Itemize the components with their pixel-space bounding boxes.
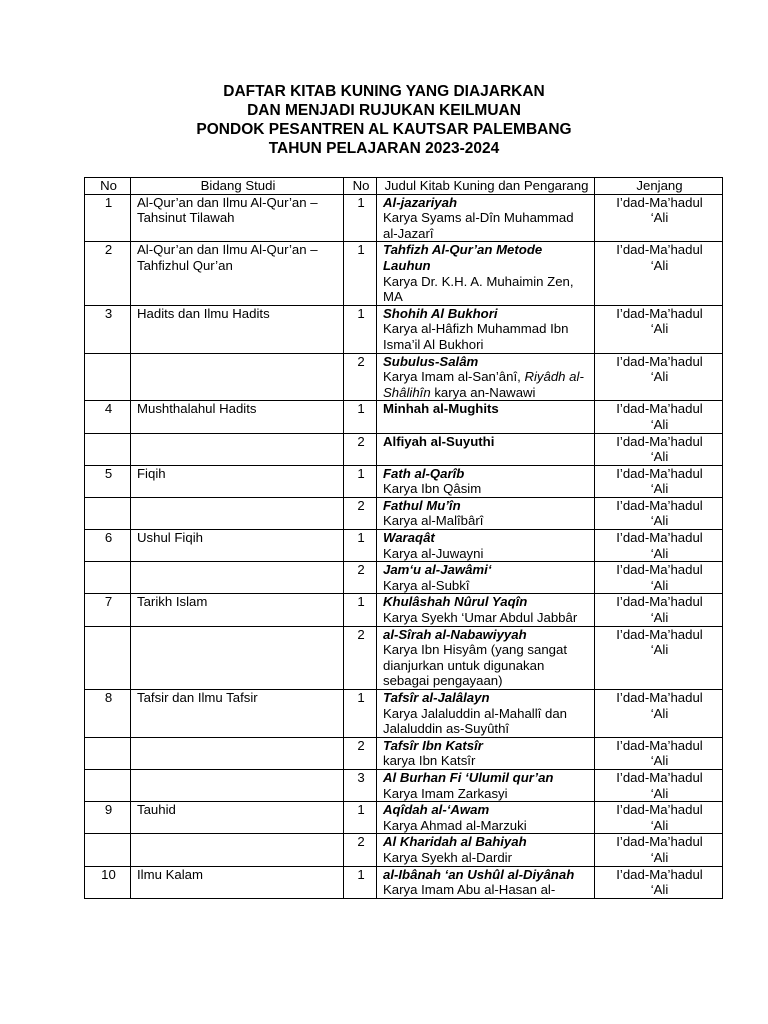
row-number: [85, 433, 131, 465]
table-row: [85, 401, 723, 433]
jenjang-line: ‘Ali: [650, 577, 669, 593]
bidang-studi-cell: [131, 433, 344, 465]
judul-kitab-cell: [377, 242, 595, 305]
jenjang-cell: [595, 562, 723, 594]
bidang-studi-cell: Fiqih: [131, 465, 344, 497]
kitab-author: Karya Ahmad al-Marzuki: [383, 817, 527, 833]
jenjang-line: ‘Ali: [650, 210, 669, 226]
table-row: [85, 242, 723, 305]
kitab-author: Karya Syekh al-Dardir: [383, 849, 512, 865]
jenjang-cell: [595, 769, 723, 801]
table-row: [85, 497, 723, 529]
jenjang-cell: [595, 834, 723, 866]
judul-kitab-cell: [377, 690, 595, 738]
kitab-title: al-Ibânah ‘an Ushûl al-Diyânah: [383, 866, 575, 882]
title-line-1: DAFTAR KITAB KUNING YANG DIAJARKAN: [223, 83, 545, 100]
kitab-number: 1: [344, 305, 377, 353]
row-number: 10: [85, 866, 131, 898]
jenjang-line: I’dad-Ma’hadul: [616, 769, 703, 785]
jenjang-line: ‘Ali: [650, 610, 669, 626]
jenjang-line: I’dad-Ma’hadul: [616, 194, 703, 210]
row-number: 1: [85, 194, 131, 242]
jenjang-cell: [595, 305, 723, 353]
judul-kitab-cell: [377, 626, 595, 689]
bidang-studi-cell: Tafsir dan Ilmu Tafsir: [131, 690, 344, 738]
bidang-studi-cell: Tauhid: [131, 802, 344, 834]
jenjang-line: ‘Ali: [650, 449, 669, 465]
table-row: [85, 866, 723, 898]
bidang-studi-cell: [131, 562, 344, 594]
bidang-studi-cell: Al-Qur’an dan Ilmu Al-Qur’an – Tahsinut Tilawah: [131, 194, 344, 242]
bidang-studi-cell: [131, 353, 344, 401]
jenjang-line: I’dad-Ma’hadul: [616, 401, 703, 417]
jenjang-line: I’dad-Ma’hadul: [616, 305, 703, 321]
jenjang-line: I’dad-Ma’hadul: [616, 530, 703, 546]
header-no-kitab: No: [344, 178, 377, 195]
jenjang-line: I’dad-Ma’hadul: [616, 594, 703, 610]
header-judul-kitab: Judul Kitab Kuning dan Pengarang: [377, 178, 595, 195]
jenjang-line: ‘Ali: [650, 257, 669, 273]
jenjang-line: ‘Ali: [650, 513, 669, 529]
jenjang-cell: [595, 626, 723, 689]
jenjang-cell: [595, 401, 723, 433]
table-row: [85, 353, 723, 401]
row-number: [85, 737, 131, 769]
kitab-number: 1: [344, 594, 377, 626]
kitab-title: Minhah al-Mughits: [383, 401, 499, 417]
kitab-number: 1: [344, 242, 377, 305]
jenjang-line: I’dad-Ma’hadul: [616, 834, 703, 850]
jenjang-line: I’dad-Ma’hadul: [616, 737, 703, 753]
row-number: 8: [85, 690, 131, 738]
judul-kitab-cell: [377, 465, 595, 497]
header-jenjang: Jenjang: [595, 178, 723, 195]
judul-kitab-cell: [377, 802, 595, 834]
row-number: [85, 562, 131, 594]
jenjang-cell: [595, 594, 723, 626]
jenjang-line: I’dad-Ma’hadul: [616, 433, 703, 449]
bidang-studi-cell: Hadits dan Ilmu Hadits: [131, 305, 344, 353]
kitab-title: Khulâshah Nûrul Yaqîn: [383, 594, 528, 610]
kitab-number: 1: [344, 866, 377, 898]
kitab-title: Tafsîr Ibn Katsîr: [383, 737, 483, 753]
header-no: No: [85, 178, 131, 195]
kitab-number: 2: [344, 497, 377, 529]
judul-kitab-cell: [377, 530, 595, 562]
jenjang-cell: [595, 737, 723, 769]
kitab-author: Karya al-Malîbârî: [383, 513, 484, 529]
bidang-studi-cell: Mushthalahul Hadits: [131, 401, 344, 433]
jenjang-line: I’dad-Ma’hadul: [616, 562, 703, 578]
bidang-studi-cell: Tarikh Islam: [131, 594, 344, 626]
jenjang-line: ‘Ali: [650, 705, 669, 721]
table-row: [85, 305, 723, 353]
kitab-table: [84, 177, 723, 899]
jenjang-line: I’dad-Ma’hadul: [616, 802, 703, 818]
row-number: [85, 626, 131, 689]
row-number: 4: [85, 401, 131, 433]
kitab-author: [383, 369, 590, 400]
jenjang-line: I’dad-Ma’hadul: [616, 866, 703, 882]
table-row: [85, 690, 723, 738]
judul-kitab-cell: [377, 433, 595, 465]
kitab-number: 1: [344, 401, 377, 433]
title-line-4: TAHUN PELAJARAN 2023-2024: [268, 140, 500, 157]
kitab-author: Karya al-Hâfizh Muhammad Ibn Isma’il Al Bukhori: [383, 321, 569, 352]
row-number: 5: [85, 465, 131, 497]
kitab-number: 1: [344, 690, 377, 738]
kitab-title: Subulus-Salâm: [383, 353, 479, 369]
judul-kitab-cell: [377, 769, 595, 801]
table-row: [85, 737, 723, 769]
jenjang-line: ‘Ali: [650, 545, 669, 561]
jenjang-line: ‘Ali: [650, 849, 669, 865]
jenjang-cell: [595, 353, 723, 401]
jenjang-line: ‘Ali: [650, 785, 669, 801]
kitab-title: al-Sîrah al-Nabawiyyah: [383, 626, 527, 642]
kitab-author-part: Karya Imam al-San’ânî,: [383, 369, 525, 385]
jenjang-line: I’dad-Ma’hadul: [616, 242, 703, 258]
kitab-title: Fath al-Qarîb: [383, 465, 465, 481]
judul-kitab-cell: [377, 834, 595, 866]
bidang-studi-cell: [131, 834, 344, 866]
judul-kitab-cell: [377, 353, 595, 401]
jenjang-line: I’dad-Ma’hadul: [616, 353, 703, 369]
row-number: [85, 769, 131, 801]
kitab-number: 2: [344, 433, 377, 465]
judul-kitab-cell: [377, 305, 595, 353]
jenjang-cell: [595, 242, 723, 305]
kitab-number: 3: [344, 769, 377, 801]
jenjang-line: ‘Ali: [650, 416, 669, 432]
table-row: [85, 834, 723, 866]
kitab-title: Tahfizh Al-Qur’an Metode Lauhun: [383, 242, 543, 273]
bidang-studi-cell: [131, 497, 344, 529]
kitab-title: Al-jazariyah: [383, 194, 458, 210]
kitab-author: Karya al-Juwayni: [383, 545, 484, 561]
kitab-author: Karya Syekh ‘Umar Abdul Jabbâr: [383, 610, 578, 626]
row-number: 9: [85, 802, 131, 834]
judul-kitab-cell: [377, 401, 595, 433]
table-row: [85, 465, 723, 497]
judul-kitab-cell: [377, 594, 595, 626]
kitab-title: Shohih Al Bukhori: [383, 305, 498, 321]
table-row: [85, 594, 723, 626]
jenjang-cell: [595, 433, 723, 465]
document-title: [0, 82, 768, 158]
jenjang-cell: [595, 497, 723, 529]
kitab-author: Karya Imam Zarkasyi: [383, 785, 508, 801]
judul-kitab-cell: [377, 194, 595, 242]
kitab-author: karya Ibn Katsîr: [383, 753, 476, 769]
kitab-author-part: karya an-Nawawi: [430, 384, 536, 400]
row-number: [85, 497, 131, 529]
jenjang-line: I’dad-Ma’hadul: [616, 497, 703, 513]
kitab-author: Karya Ibn Hisyâm (yang sangat dianjurkan untuk digunakan sebagai pengayaan): [383, 642, 567, 689]
kitab-number: 2: [344, 834, 377, 866]
jenjang-line: ‘Ali: [650, 642, 669, 658]
header-bidang-studi: Bidang Studi: [131, 178, 344, 195]
kitab-author: Karya Syams al-Dîn Muhammad al-Jazarî: [383, 210, 574, 241]
jenjang-line: ‘Ali: [650, 753, 669, 769]
kitab-number: 2: [344, 626, 377, 689]
table-body: [85, 194, 723, 898]
row-number: 2: [85, 242, 131, 305]
kitab-number: 2: [344, 562, 377, 594]
kitab-title: Tafsîr al-Jalâlayn: [383, 690, 490, 705]
jenjang-line: ‘Ali: [650, 321, 669, 337]
table-header-row: [85, 178, 723, 195]
row-number: [85, 834, 131, 866]
kitab-title: Aqîdah al-‘Awam: [383, 802, 490, 818]
kitab-title: Al Kharidah al Bahiyah: [383, 834, 527, 850]
kitab-title: Fathul Mu’în: [383, 497, 461, 513]
kitab-author: Karya Dr. K.H. A. Muhaimin Zen, MA: [383, 273, 574, 305]
kitab-number: 2: [344, 353, 377, 401]
table-row: [85, 802, 723, 834]
title-line-2: DAN MENJADI RUJUKAN KEILMUAN: [247, 102, 521, 119]
jenjang-line: ‘Ali: [650, 817, 669, 833]
jenjang-cell: [595, 690, 723, 738]
jenjang-line: I’dad-Ma’hadul: [616, 690, 703, 705]
kitab-number: 1: [344, 530, 377, 562]
kitab-title: Al Burhan Fi ‘Ulumil qur’an: [383, 769, 554, 785]
bidang-studi-cell: Ilmu Kalam: [131, 866, 344, 898]
jenjang-line: I’dad-Ma’hadul: [616, 626, 703, 642]
judul-kitab-cell: [377, 497, 595, 529]
bidang-studi-cell: Ushul Fiqih: [131, 530, 344, 562]
jenjang-cell: [595, 802, 723, 834]
kitab-title: Alfiyah al-Suyuthi: [383, 433, 495, 449]
kitab-author: Karya Ibn Qâsim: [383, 481, 482, 497]
table-row: [85, 562, 723, 594]
jenjang-cell: [595, 194, 723, 242]
jenjang-line: I’dad-Ma’hadul: [616, 465, 703, 481]
kitab-author-part: Riyâdh al-Shâlihîn: [383, 369, 584, 400]
judul-kitab-cell: [377, 866, 595, 898]
kitab-author: Karya Jalaluddin al-Mahallî dan Jalaluddin as-Suyûthî: [383, 705, 568, 737]
row-number: [85, 353, 131, 401]
judul-kitab-cell: [377, 737, 595, 769]
kitab-author: Karya Imam Abu al-Hasan al-: [383, 882, 556, 898]
row-number: 6: [85, 530, 131, 562]
table-row: [85, 433, 723, 465]
kitab-number: 1: [344, 465, 377, 497]
kitab-title: Jam‘u al-Jawâmi‘: [383, 562, 492, 578]
bidang-studi-cell: Al-Qur’an dan Ilmu Al-Qur’an – Tahfizhul Qur’an: [131, 242, 344, 305]
kitab-title: Waraqât: [383, 530, 435, 546]
jenjang-line: ‘Ali: [650, 369, 669, 385]
row-number: 3: [85, 305, 131, 353]
title-line-3: PONDOK PESANTREN AL KAUTSAR PALEMBANG: [196, 121, 572, 138]
kitab-number: 1: [344, 194, 377, 242]
bidang-studi-cell: [131, 737, 344, 769]
table-row: [85, 626, 723, 689]
kitab-author: Karya al-Subkî: [383, 577, 470, 593]
jenjang-cell: [595, 465, 723, 497]
table-row: [85, 769, 723, 801]
jenjang-line: ‘Ali: [650, 481, 669, 497]
table-row: [85, 530, 723, 562]
kitab-number: 1: [344, 802, 377, 834]
jenjang-cell: [595, 530, 723, 562]
jenjang-line: ‘Ali: [650, 882, 669, 898]
table-row: [85, 194, 723, 242]
row-number: 7: [85, 594, 131, 626]
jenjang-cell: [595, 866, 723, 898]
kitab-number: 2: [344, 737, 377, 769]
bidang-studi-cell: [131, 626, 344, 689]
bidang-studi-cell: [131, 769, 344, 801]
judul-kitab-cell: [377, 562, 595, 594]
